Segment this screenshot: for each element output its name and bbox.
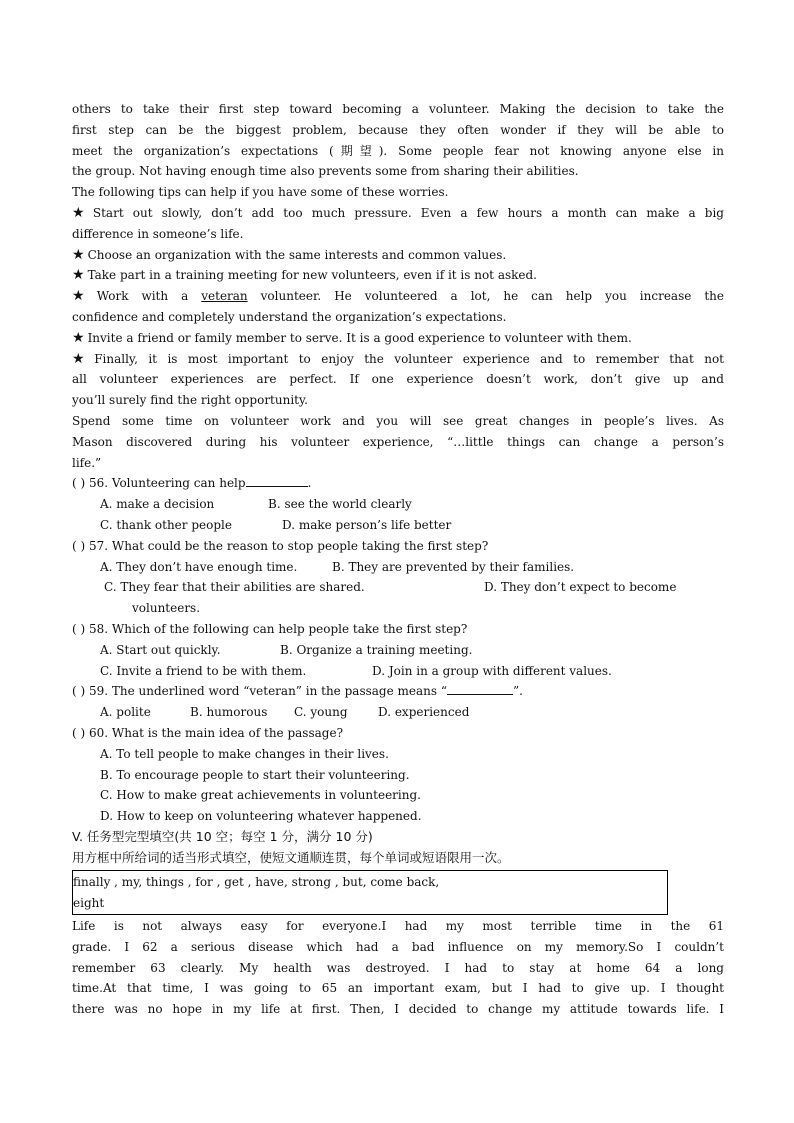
word-box: [72, 870, 668, 915]
question-59: ( ) 59. The underlined word “veteran” in the passage means “ ”.: [72, 684, 523, 699]
cloze-line: time.At that time, I was going to 65 an important exam, but I had to give up. I thought: [72, 981, 724, 996]
star-icon: ★: [72, 329, 85, 346]
tip-5: ★ Invite a friend or family member to serve. It is a good experience to volunteer with them.: [72, 329, 632, 346]
cloze-line: Life is not always easy for everyone.I had my most terrible time in the 61: [72, 919, 724, 934]
closing-line: Mason discovered during his volunteer experience, “…little things can change a person’s: [72, 434, 724, 449]
tip-1-cont: difference in someone’s life.: [72, 226, 244, 241]
passage-line: first step can be the biggest problem, because they often wonder if they will be able to: [72, 122, 724, 137]
cloze-line: grade. I 62 a serious disease which had a bad influence on my memory.So I couldn’t: [72, 939, 724, 954]
question-56-options-ab: A. make a decision B. see the world clearly: [100, 497, 412, 512]
question-58: ( ) 58. Which of the following can help people take the first step?: [72, 621, 468, 636]
word-box-line: eight: [73, 896, 105, 911]
question-59-options: A. polite B. humorous C. young D. experienced: [100, 705, 470, 720]
question-57: ( ) 57. What could be the reason to stop people taking the first step?: [72, 538, 489, 553]
star-icon: ★: [72, 288, 94, 305]
tip-4-cont: confidence and completely understand the organization’s expectations.: [72, 309, 507, 324]
question-56-options-cd: C. thank other people D. make person’s life better: [100, 517, 452, 532]
tip-3: ★ Take part in a training meeting for new volunteers, even if it is not asked.: [72, 267, 537, 284]
cloze-line: remember 63 clearly. My health was destroyed. I had to stay at home 64 a long: [72, 960, 724, 975]
answer-blank: [246, 474, 308, 487]
section-5-instruction: 用方框中所给词的适当形式填空，使短文通顺连贯，每个单词或短语限用一次。: [72, 849, 510, 865]
passage-line: meet the organization’s expectations (期望). Some people fear not knowing anyone else in: [72, 143, 724, 158]
passage-line: the group. Not having enough time also prevents some from sharing their abilities.: [72, 164, 579, 179]
question-58-options-cd: C. Invite a friend to be with them. D. Join in a group with different values.: [100, 663, 612, 678]
tip-6-cont: you’ll surely find the right opportunity.: [72, 393, 308, 408]
star-icon: ★: [72, 350, 92, 367]
answer-blank: [447, 682, 513, 695]
question-56: ( ) 56. Volunteering can help .: [72, 476, 312, 491]
tip-2: ★ Choose an organization with the same interests and common values.: [72, 246, 507, 263]
question-60-option-d: D. How to keep on volunteering whatever happened.: [100, 809, 422, 824]
document-page: [72, 99, 724, 1020]
closing-line: life.”: [72, 455, 102, 470]
passage-line: The following tips can help if you have some of these worries.: [72, 185, 449, 200]
tip-6: ★ Finally, it is most important to enjoy the volunteer experience and to remember that not: [72, 350, 724, 367]
closing-line: Spend some time on volunteer work and you will see great changes in people’s lives. As: [72, 413, 724, 428]
question-57-options-ab: A. They don’t have enough time. B. They are prevented by their families.: [100, 559, 575, 574]
question-60-option-a: A. To tell people to make changes in their lives.: [100, 746, 389, 761]
question-58-options-ab: A. Start out quickly. B. Organize a training meeting.: [100, 642, 473, 657]
question-60-option-c: C. How to make great achievements in volunteering.: [100, 788, 421, 803]
section-5-heading: V. 任务型完型填空(共 10 空；每空 1 分，满分 10 分): [72, 828, 373, 844]
star-icon: ★: [72, 246, 85, 263]
tip-6-cont: all volunteer experiences are perfect. If one experience doesn’t work, don’t give up and: [72, 372, 724, 387]
passage-line: others to take their first step toward becoming a volunteer. Making the decision to take the: [72, 102, 724, 116]
cloze-line: there was no hope in my life at first. Then, I decided to change my attitude towards life. I: [72, 1002, 724, 1017]
question-60: ( ) 60. What is the main idea of the passage?: [72, 725, 343, 740]
star-icon: ★: [72, 204, 90, 221]
question-60-option-b: B. To encourage people to start their volunteering.: [100, 767, 410, 782]
word-box-line: finally , my, things , for , get , have, strong , but, come back,: [73, 875, 440, 890]
star-icon: ★: [72, 267, 85, 284]
tip-4: ★ Work with a veteran volunteer. He volunteered a lot, he can help you increase the: [72, 288, 724, 305]
tip-1: ★ Start out slowly, don’t add too much pressure. Even a few hours a month can make a big: [72, 204, 724, 221]
question-57-options-d-cont: volunteers.: [132, 601, 201, 616]
underlined-veteran: veteran: [201, 289, 248, 304]
question-57-options-cd: C. They fear that their abilities are shared. D. They don’t expect to become: [104, 580, 677, 595]
